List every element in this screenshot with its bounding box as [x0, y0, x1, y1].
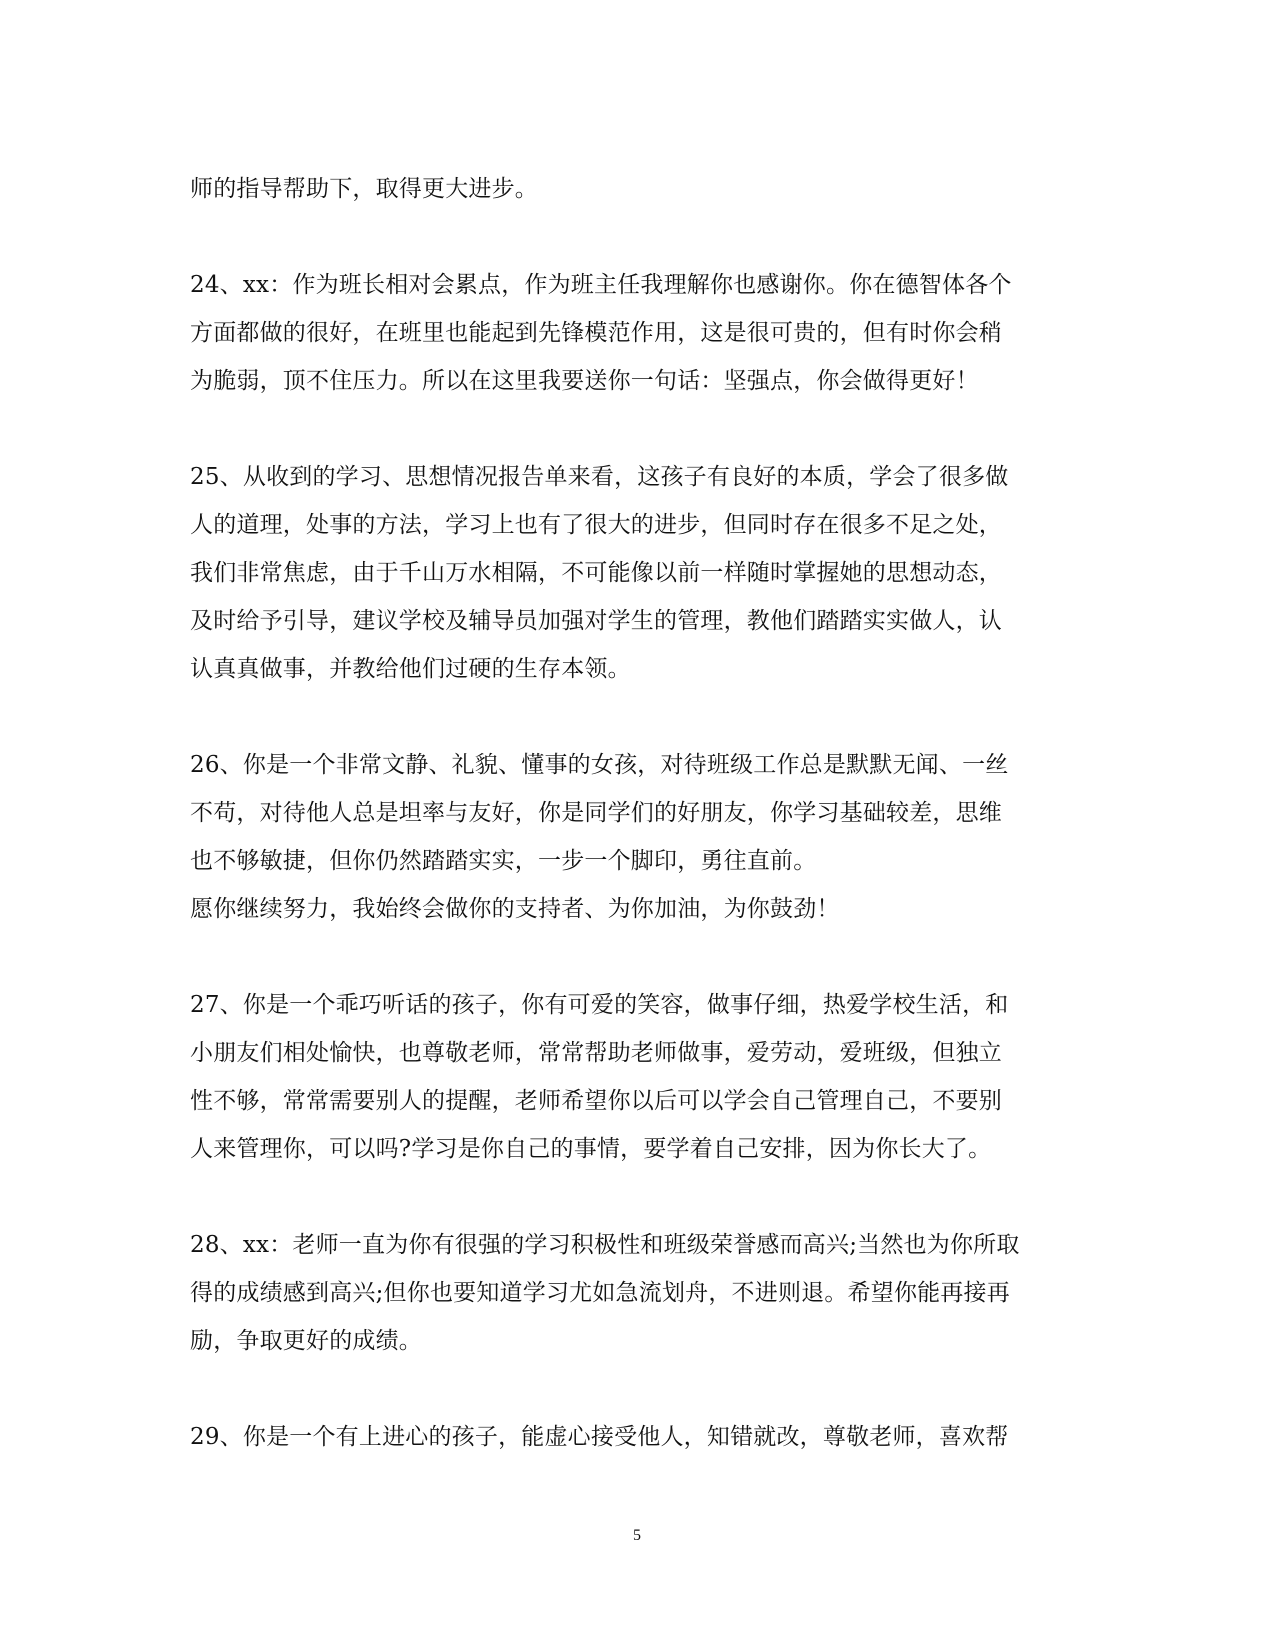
- text-line: 性不够，常常需要别人的提醒，老师希望你以后可以学会自己管理自己，不要别: [190, 1088, 1002, 1114]
- text-line: 26、你是一个非常文静、礼貌、懂事的女孩，对待班级工作总是默默无闻、一丝: [190, 752, 1009, 778]
- paragraph-25: [190, 453, 1070, 693]
- paragraph-gap: [190, 1365, 1070, 1413]
- paragraph-28: [190, 1221, 1070, 1365]
- paragraph-27: [190, 981, 1070, 1173]
- text-line: 我们非常焦虑，由于千山万水相隔，不可能像以前一样随时掌握她的思想动态，: [190, 560, 1002, 586]
- text-line: 人来管理你，可以吗?学习是你自己的事情，要学着自己安排，因为你长大了。: [190, 1136, 992, 1162]
- paragraph-gap: [190, 1173, 1070, 1221]
- paragraph-gap: [190, 933, 1070, 981]
- text-line: 愿你继续努力，我始终会做你的支持者、为你加油，为你鼓劲！: [190, 896, 840, 922]
- text-line: 28、xx：老师一直为你有很强的学习积极性和班级荣誉感而高兴;当然也为你所取: [190, 1232, 1020, 1258]
- text-line: 也不够敏捷，但你仍然踏踏实实，一步一个脚印，勇往直前。: [190, 848, 817, 874]
- text-line: 24、xx：作为班长相对会累点，作为班主任我理解你也感谢你。你在德智体各个: [190, 272, 1012, 298]
- text-line: 方面都做的很好，在班里也能起到先锋模范作用，这是很可贵的，但有时你会稍: [190, 320, 1002, 346]
- text-line: 小朋友们相处愉快，也尊敬老师，常常帮助老师做事，爱劳动，爱班级，但独立: [190, 1040, 1002, 1066]
- text-line: 29、你是一个有上进心的孩子，能虚心接受他人，知错就改，尊敬老师，喜欢帮: [190, 1424, 1009, 1450]
- text-line: 认真真做事，并教给他们过硬的生存本领。: [190, 656, 631, 682]
- text-line: 得的成绩感到高兴;但你也要知道学习尤如急流划舟，不进则退。希望你能再接再: [190, 1280, 1010, 1306]
- paragraph-24: [190, 261, 1070, 405]
- text-line: 25、从收到的学习、思想情况报告单来看，这孩子有良好的本质，学会了很多做: [190, 464, 1009, 490]
- text-line: 师的指导帮助下，取得更大进步。: [190, 176, 538, 202]
- paragraph-continuation: [190, 165, 1070, 213]
- paragraph-gap: [190, 405, 1070, 453]
- text-line: 为脆弱，顶不住压力。所以在这里我要送你一句话：坚强点，你会做得更好！: [190, 368, 979, 394]
- text-line: 27、你是一个乖巧听话的孩子，你有可爱的笑容，做事仔细，热爱学校生活，和: [190, 992, 1009, 1018]
- paragraph-29: [190, 1413, 1070, 1461]
- page-number: 5: [633, 1527, 641, 1544]
- paragraph-gap: [190, 213, 1070, 261]
- document-body: [190, 165, 1070, 1461]
- text-line: 及时给予引导，建议学校及辅导员加强对学生的管理，教他们踏踏实实做人，认: [190, 608, 1002, 634]
- text-line: 励，争取更好的成绩。: [190, 1328, 422, 1354]
- text-line: 不苟，对待他人总是坦率与友好，你是同学们的好朋友，你学习基础较差，思维: [190, 800, 1002, 826]
- paragraph-26: [190, 741, 1070, 933]
- text-line: 人的道理，处事的方法，学习上也有了很大的进步，但同时存在很多不足之处，: [190, 512, 1002, 538]
- paragraph-gap: [190, 693, 1070, 741]
